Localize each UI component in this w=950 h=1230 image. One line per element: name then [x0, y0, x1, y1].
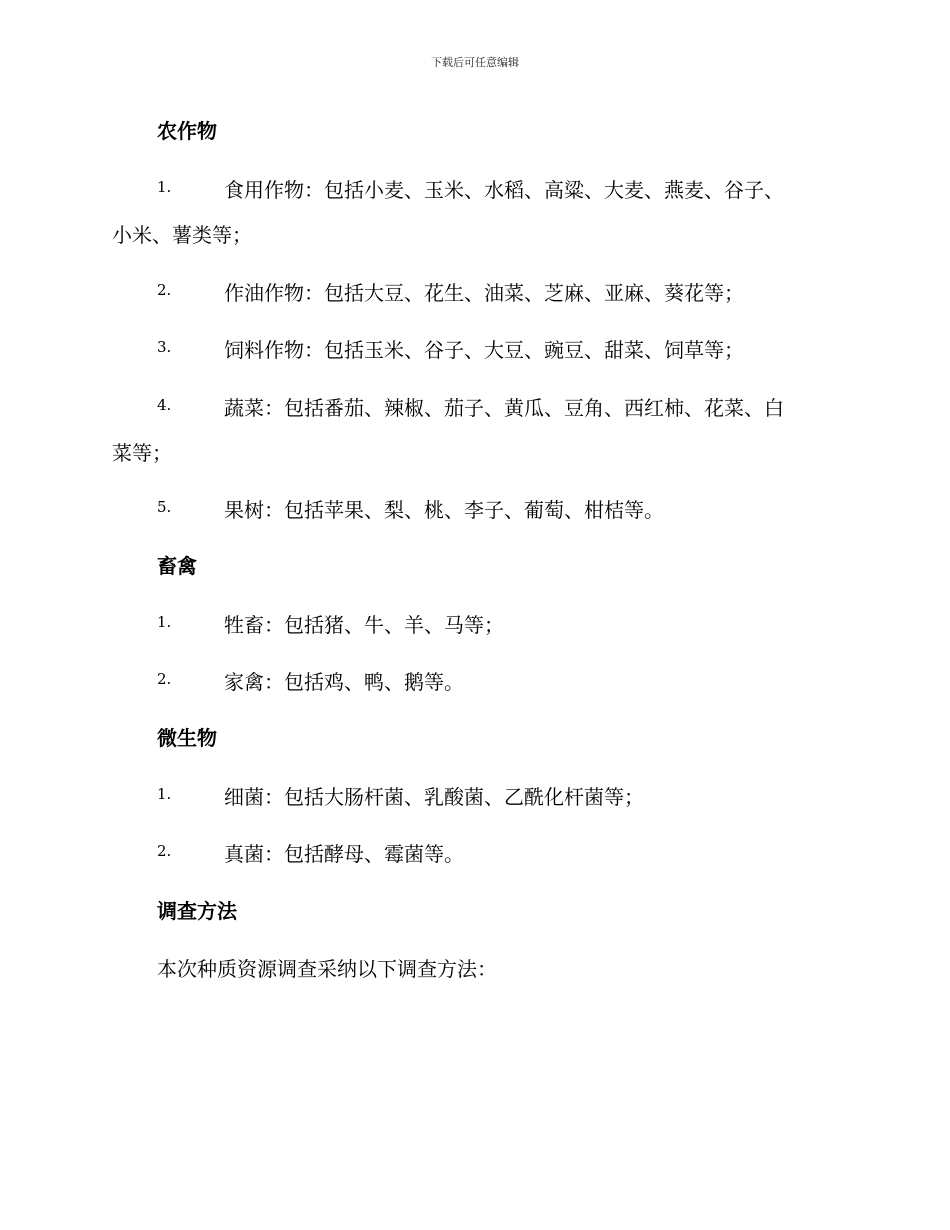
list-item-number: 1.: [157, 613, 172, 631]
section-heading-crops: 农作物: [157, 119, 217, 143]
list-item-number: 1.: [157, 785, 172, 803]
list-item-text: 牲畜：包括猪、牛、羊、马等；: [224, 613, 504, 637]
list-item-number: 1.: [157, 178, 172, 196]
list-item-number: 3.: [157, 338, 172, 356]
list-item-number: 2.: [157, 281, 172, 299]
list-item-text: 果树：包括苹果、梨、桃、李子、葡萄、柑桔等。: [224, 498, 664, 522]
list-item-number: 4.: [157, 396, 172, 414]
section-heading-methods: 调查方法: [157, 899, 237, 923]
list-item-text: 真菌：包括酵母、霉菌等。: [224, 842, 464, 866]
list-item-text: 细菌：包括大肠杆菌、乳酸菌、乙酰化杆菌等；: [224, 785, 644, 809]
list-item-text: 食用作物：包括小麦、玉米、水稻、高粱、大麦、燕麦、谷子、: [224, 178, 784, 202]
paragraph-text: 本次种质资源调查采纳以下调查方法：: [157, 957, 497, 981]
list-item-text: 饲料作物：包括玉米、谷子、大豆、豌豆、甜菜、饲草等；: [224, 338, 744, 362]
list-item-number: 2.: [157, 670, 172, 688]
section-heading-microbes: 微生物: [157, 726, 217, 750]
page-header: 下载后可任意编辑: [431, 56, 519, 69]
list-item-number: 5.: [157, 498, 172, 516]
list-item-continuation: 小米、薯类等；: [112, 223, 252, 247]
list-item-number: 2.: [157, 842, 172, 860]
section-heading-livestock: 畜禽: [157, 554, 197, 578]
list-item-text: 蔬菜：包括番茄、辣椒、茄子、黄瓜、豆角、西红柿、花菜、白: [224, 396, 784, 420]
list-item-text: 作油作物：包括大豆、花生、油菜、芝麻、亚麻、葵花等；: [224, 281, 744, 305]
list-item-continuation: 菜等；: [112, 441, 172, 465]
list-item-text: 家禽：包括鸡、鸭、鹅等。: [224, 670, 464, 694]
